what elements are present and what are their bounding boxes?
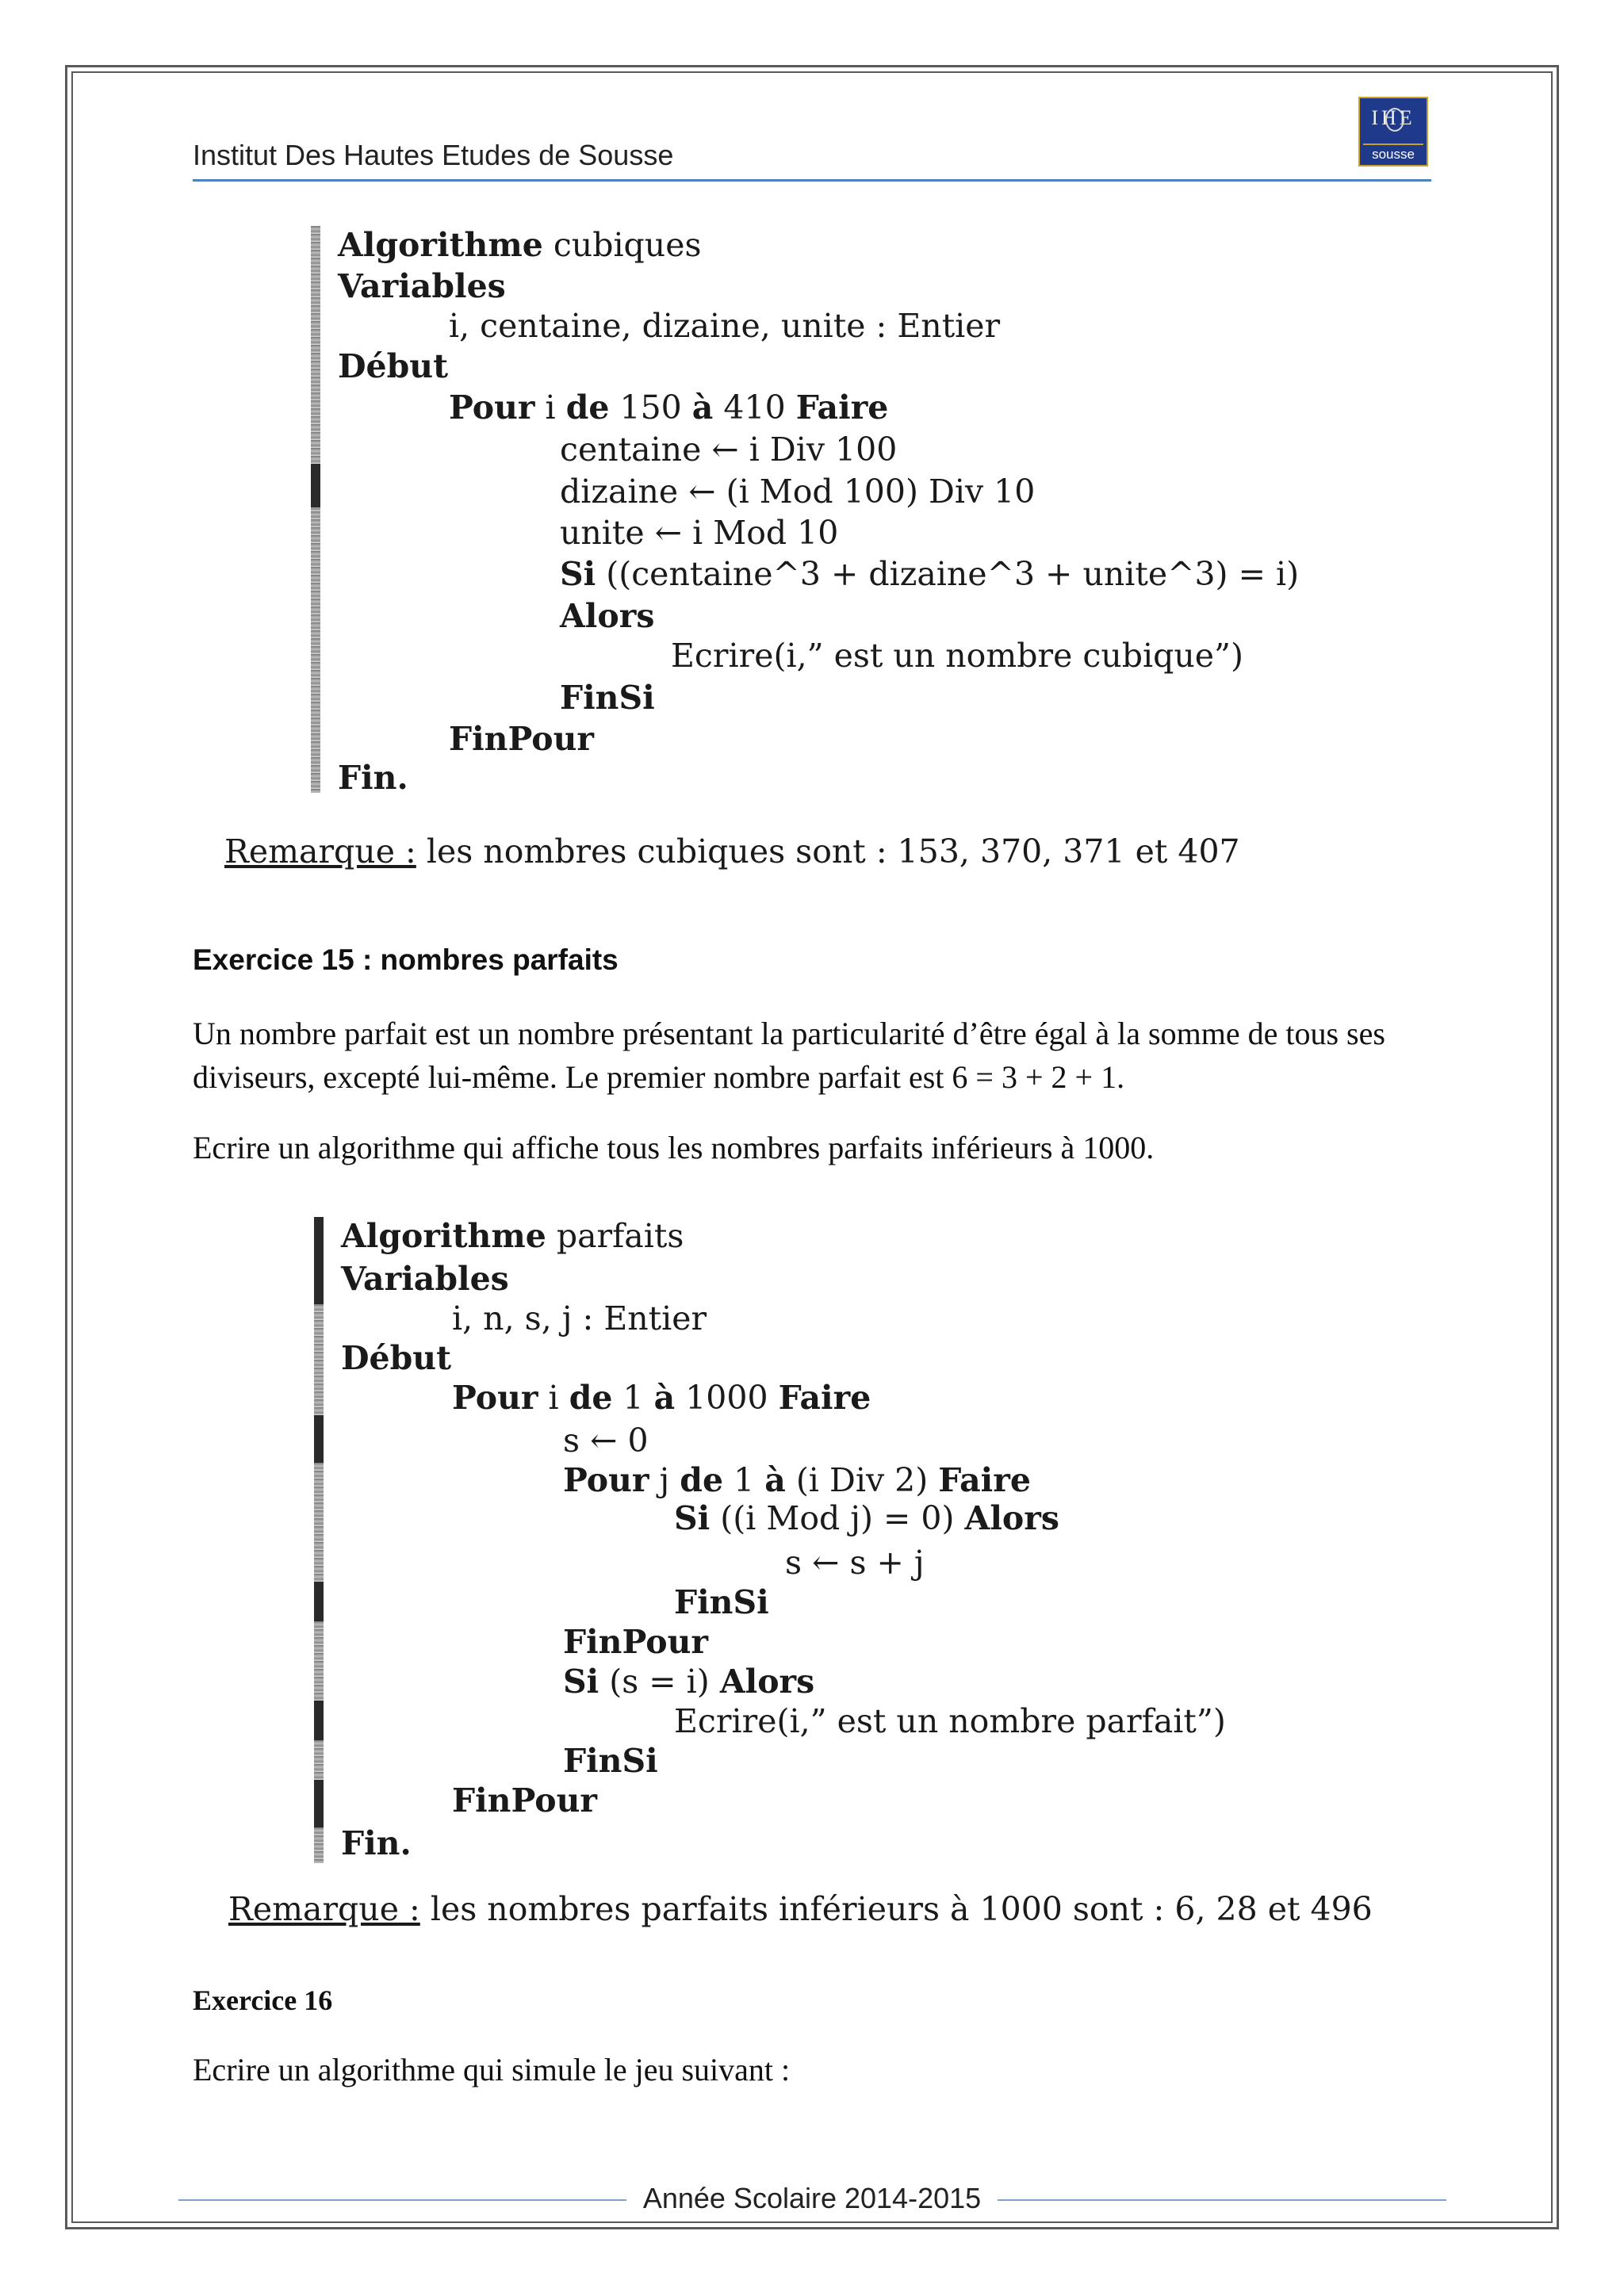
remark-parfaits xyxy=(228,1890,1373,1928)
code-text: Ecrire(i,” est un nombre parfait”) xyxy=(674,1702,1226,1740)
code-keyword: de xyxy=(565,388,610,427)
remark-label: Remarque : xyxy=(224,832,416,871)
code-text: Ecrire(i,” est un nombre cubique”) xyxy=(671,637,1243,675)
code-line xyxy=(563,1742,658,1780)
code-keyword: de xyxy=(680,1461,724,1499)
exercise-15-title: Exercice 15 : nombres parfaits xyxy=(193,943,619,976)
code-text: s ← 0 xyxy=(563,1422,649,1460)
code-keyword: Variables xyxy=(341,1260,509,1298)
code-line xyxy=(449,388,888,427)
algorithm-cubiques xyxy=(311,226,1300,797)
code-text: centaine ← i Div 100 xyxy=(560,430,898,469)
code-keyword: Faire xyxy=(938,1461,1031,1499)
code-keyword: FinSi xyxy=(563,1742,658,1780)
remark-text: les nombres parfaits inférieurs à 1000 sont : 6, 28 et 496 xyxy=(419,1890,1373,1928)
code-keyword: Début xyxy=(341,1339,452,1377)
remark-label: Remarque : xyxy=(228,1890,420,1928)
code-line xyxy=(563,1663,814,1701)
code-keyword: Pour xyxy=(563,1461,649,1499)
code-text: i, n, s, j : Entier xyxy=(452,1299,707,1337)
code-keyword: à xyxy=(653,1379,676,1417)
algorithm-parfaits xyxy=(314,1217,1226,1863)
code-keyword: Début xyxy=(338,347,449,385)
institution-logo xyxy=(1358,97,1428,166)
code-text: (s = i) xyxy=(599,1663,720,1701)
code-keyword: Algorithme xyxy=(341,1217,546,1255)
code-line xyxy=(785,1544,925,1582)
code-keyword: FinSi xyxy=(674,1583,769,1621)
exercise-16-title: Exercice 16 xyxy=(193,1984,333,2016)
code-text: dizaine ← (i Mod 100) Div 10 xyxy=(560,473,1036,511)
code-text: ((centaine^3 + dizaine^3 + unite^3) = i) xyxy=(596,555,1300,593)
exercise-16-paragraph: Ecrire un algorithme qui simule le jeu suivant : xyxy=(193,2052,791,2087)
code-keyword: FinPour xyxy=(452,1781,597,1820)
code-line xyxy=(452,1379,871,1417)
code-keyword: Alors xyxy=(964,1499,1059,1537)
code-text: i xyxy=(538,1379,569,1417)
code-margin-bar xyxy=(311,226,320,793)
header-rule xyxy=(193,179,1431,182)
code-keyword: Faire xyxy=(778,1379,871,1417)
code-keyword: Alors xyxy=(560,597,655,635)
code-line xyxy=(341,1217,684,1255)
code-text: i, centaine, dizaine, unite : Entier xyxy=(449,307,1001,345)
logo-emblem-icon xyxy=(1385,108,1404,132)
code-text: 1 xyxy=(612,1379,654,1417)
code-line xyxy=(674,1702,1226,1740)
code-line xyxy=(560,473,1035,511)
code-text: 1 xyxy=(723,1461,765,1499)
code-line xyxy=(674,1499,1059,1537)
code-keyword: Fin. xyxy=(338,759,408,797)
code-keyword: Alors xyxy=(719,1663,815,1701)
code-keyword: Faire xyxy=(795,388,889,427)
code-text: 1000 xyxy=(675,1379,779,1417)
code-line xyxy=(560,430,897,469)
code-line xyxy=(560,514,838,552)
remark-cubiques xyxy=(224,832,1240,871)
code-keyword: Pour xyxy=(449,388,535,427)
header-institution: Institut Des Hautes Etudes de Sousse xyxy=(193,139,674,171)
code-line xyxy=(560,597,654,635)
exercise-15-paragraph-2: Ecrire un algorithme qui affiche tous les nombres parfaits inférieurs à 1000. xyxy=(193,1130,1155,1165)
code-keyword: à xyxy=(764,1461,786,1499)
code-text: 410 xyxy=(713,388,796,427)
remark-text: les nombres cubiques sont : 153, 370, 371 et 407 xyxy=(416,832,1240,871)
code-keyword: FinSi xyxy=(560,679,655,717)
code-line xyxy=(449,720,594,758)
logo-city: sousse xyxy=(1363,144,1423,163)
code-line xyxy=(338,759,408,797)
code-keyword: Si xyxy=(563,1663,599,1701)
code-keyword: Si xyxy=(674,1499,710,1537)
code-line xyxy=(338,347,448,385)
code-line xyxy=(674,1583,769,1621)
code-keyword: de xyxy=(569,1379,613,1417)
footer-school-year: Année Scolaire 2014-2015 xyxy=(642,2182,982,2214)
code-line xyxy=(560,555,1299,593)
code-keyword: FinPour xyxy=(563,1623,708,1661)
code-line xyxy=(563,1461,1031,1499)
code-line xyxy=(338,267,506,305)
code-line xyxy=(452,1299,707,1337)
code-line xyxy=(338,226,702,264)
code-keyword: Si xyxy=(560,555,596,593)
code-text: ((i Mod j) = 0) xyxy=(710,1499,965,1537)
code-text: s ← s + j xyxy=(785,1544,925,1582)
code-keyword: Variables xyxy=(338,267,506,305)
code-keyword: Pour xyxy=(452,1379,538,1417)
code-keyword: Fin. xyxy=(341,1824,412,1862)
code-text: i xyxy=(534,388,566,427)
code-text: (i Div 2) xyxy=(785,1461,939,1499)
code-line xyxy=(341,1339,451,1377)
code-line xyxy=(341,1824,412,1862)
code-keyword: FinPour xyxy=(449,720,594,758)
code-text: j xyxy=(649,1461,680,1499)
code-line xyxy=(452,1781,597,1820)
code-line xyxy=(563,1422,649,1460)
code-text: parfaits xyxy=(546,1217,684,1255)
code-text: unite ← i Mod 10 xyxy=(560,514,839,552)
code-keyword: à xyxy=(691,388,714,427)
code-margin-bar xyxy=(314,1217,324,1863)
code-line xyxy=(449,307,1000,345)
code-line xyxy=(563,1623,708,1661)
code-line xyxy=(341,1260,509,1298)
code-line xyxy=(560,679,655,717)
logo-letters: IHE xyxy=(1371,106,1415,129)
code-text: 150 xyxy=(609,388,692,427)
code-text: cubiques xyxy=(542,226,702,264)
exercise-15-paragraph-1: Un nombre parfait est un nombre présentant la particularité d’être égal à la somme de tous ses diviseurs, excepté lui-même. Le premier nombre parfait est 6 = 3 + 2 + 1. xyxy=(193,1016,1385,1095)
code-line xyxy=(671,637,1243,675)
code-keyword: Algorithme xyxy=(338,226,543,264)
